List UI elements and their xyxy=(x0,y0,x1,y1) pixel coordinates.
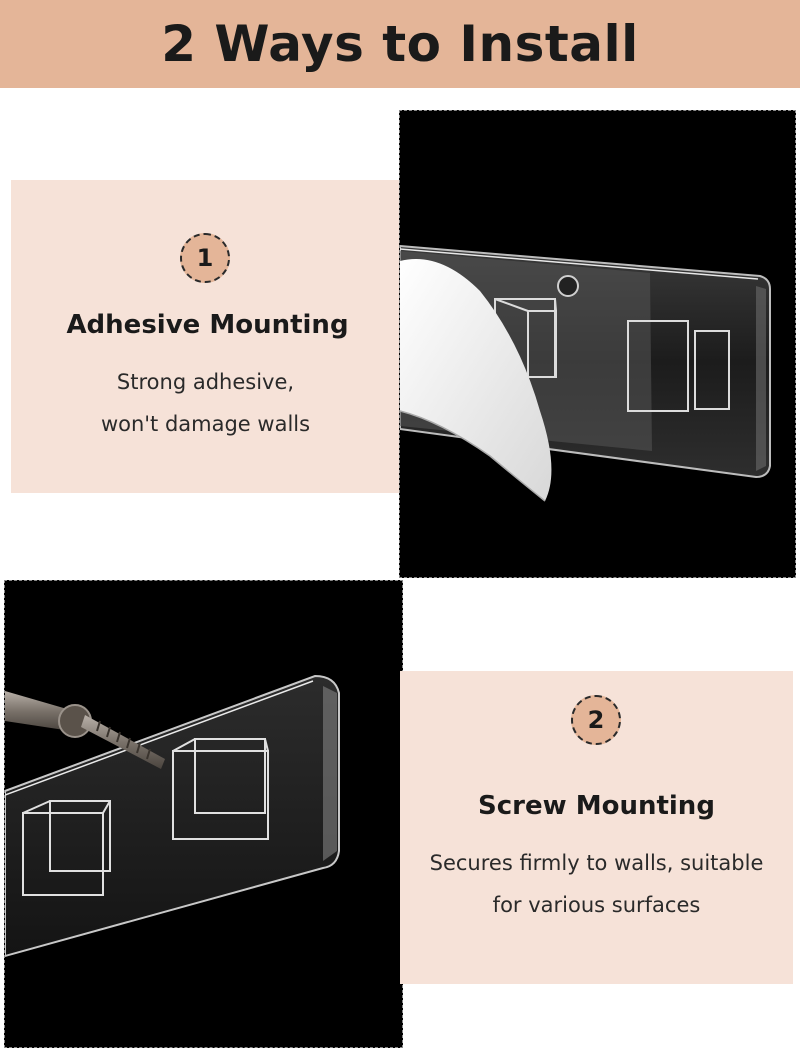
screw-mounting-description xyxy=(400,842,793,926)
screw-mounting-photo xyxy=(4,580,403,1048)
screw-mounting-title: Screw Mounting xyxy=(478,791,715,821)
adhesive-mounting-card xyxy=(11,180,400,493)
adhesive-mounting-description xyxy=(11,361,400,445)
page-title: 2 Ways to Install xyxy=(161,15,639,73)
header-banner xyxy=(0,0,800,88)
adhesive-mounting-photo xyxy=(399,110,796,578)
adhesive-desc-line-1: Strong adhesive, xyxy=(116,370,295,394)
step-badge-2: 2 xyxy=(571,695,621,745)
acrylic-bar-screw-illustration xyxy=(5,581,401,1046)
screw-desc-line-2: for various surfaces xyxy=(492,893,701,917)
adhesive-mounting-title: Adhesive Mounting xyxy=(66,310,349,340)
screw-desc-line-1: Secures firmly to walls, suitable xyxy=(429,851,764,875)
acrylic-bar-adhesive-illustration xyxy=(400,111,794,576)
screw-mounting-card xyxy=(400,671,793,984)
adhesive-desc-line-2: won't damage walls xyxy=(100,412,311,436)
step-badge-1: 1 xyxy=(180,233,230,283)
